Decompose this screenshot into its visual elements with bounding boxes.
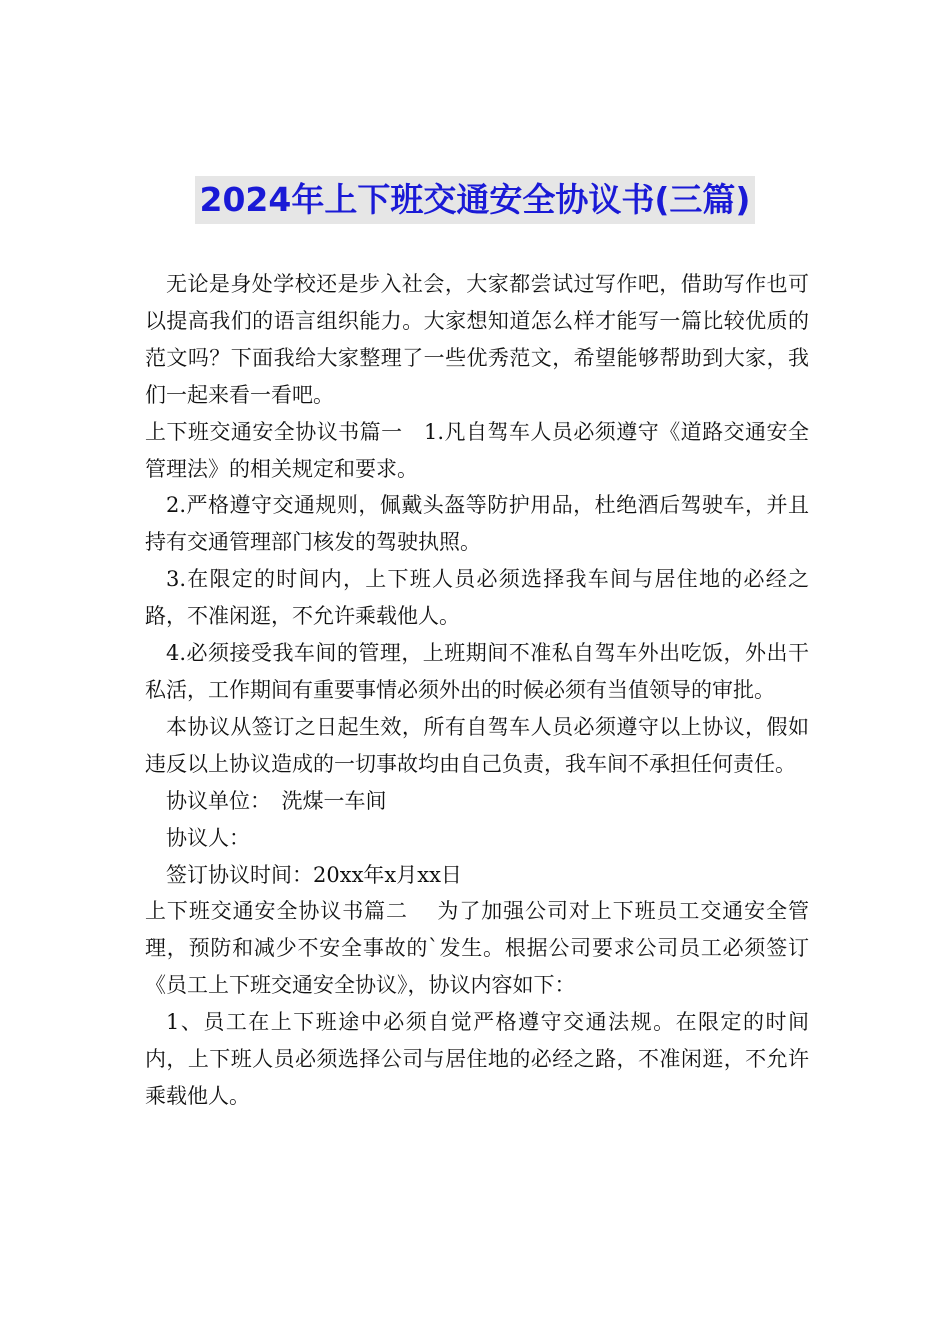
section-two-heading-paragraph: 上下班交通安全协议书篇二 为了加强公司对上下班员工交通安全管理，预防和减少不安全事故的`发生。根据公司要求公司员工必须签订《员工上下班交通安全协议》，协议内容如下： xyxy=(145,899,809,998)
title-container xyxy=(0,176,950,224)
clause-2-paragraph: 2.严格遵守交通规则，佩戴头盔等防护用品，杜绝酒后驾驶车，并且持有交通管理部门核发的驾驶执照。 xyxy=(145,493,809,555)
section-one-heading-paragraph: 上下班交通安全协议书篇一 1.凡自驾车人员必须遵守《道路交通安全管理法》的相关规定和要求。 xyxy=(145,419,809,481)
effective-clause-paragraph: 本协议从签订之日起生效，所有自驾车人员必须遵守以上协议，假如违反以上协议造成的一切事故均由自己负责，我车间不承担任何责任。 xyxy=(145,714,809,776)
clause-4-paragraph: 4.必须接受我车间的管理，上班期间不准私自驾车外出吃饭，外出干私活，工作期间有重要事情必须外出的时候必须有当值领导的审批。 xyxy=(145,641,809,702)
signing-date-line: 签订协议时间：20xx年x月xx日 xyxy=(166,862,462,887)
document-body xyxy=(145,266,809,1115)
section-two-clause-1-paragraph: 1、员工在上下班途中必须自觉严格遵守交通法规。在限定的时间内，上下班人员必须选择公司与居住地的必经之路，不准闲逛，不允许乘载他人。 xyxy=(145,1010,809,1108)
signing-unit-line: 协议单位： 洗煤一车间 xyxy=(166,788,387,813)
signatory-line: 协议人： xyxy=(166,825,250,850)
document-title: 2024年上下班交通安全协议书(三篇) xyxy=(195,176,754,224)
intro-paragraph: 无论是身处学校还是步入社会，大家都尝试过写作吧，借助写作也可以提高我们的语言组织能力。大家想知道怎么样才能写一篇比较优质的范文吗？下面我给大家整理了一些优秀范文，希望能够帮助到大家，我们一起来看一看吧。 xyxy=(145,272,809,407)
clause-3-paragraph: 3.在限定的时间内，上下班人员必须选择我车间与居住地的必经之路，不准闲逛，不允许乘载他人。 xyxy=(145,567,809,629)
